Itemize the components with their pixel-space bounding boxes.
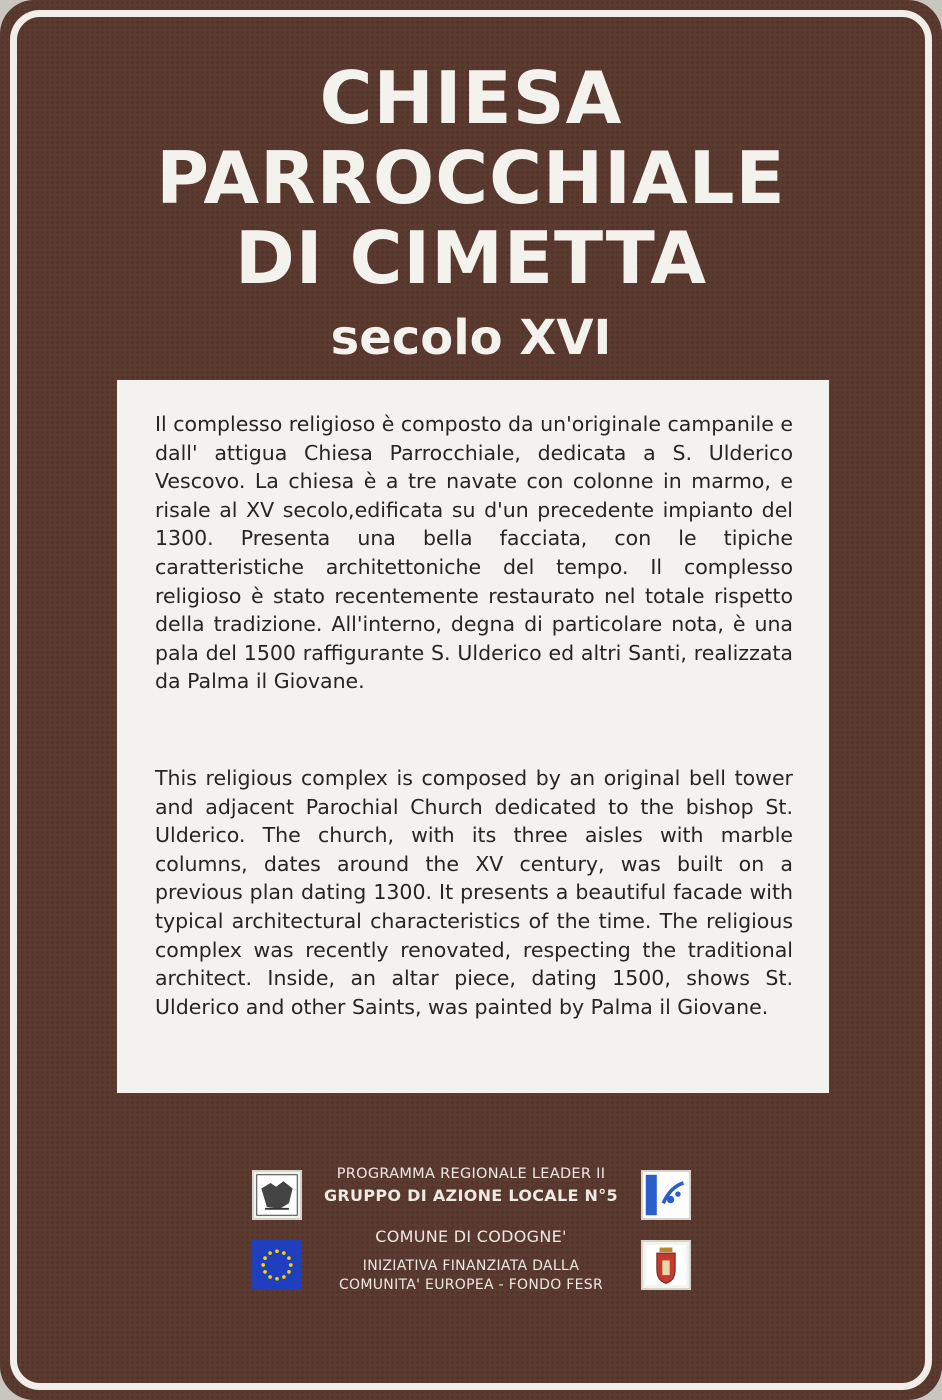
leader-ii-logo-icon xyxy=(641,1170,691,1220)
regione-veneto-logo-icon xyxy=(252,1170,302,1220)
sign-footer xyxy=(0,1165,942,1295)
footer-line-comunita: COMUNITA' EUROPEA - FONDO FESR xyxy=(338,1277,604,1293)
sign-subtitle: secolo XVI xyxy=(330,310,612,366)
title-line-2: PARROCCHIALE xyxy=(156,136,786,220)
footer-line-iniziativa: INIZIATIVA FINANZIATA DALLA xyxy=(362,1258,580,1274)
title-line-3: DI CIMETTA xyxy=(234,216,708,300)
footer-line-programma: PROGRAMMA REGIONALE LEADER II xyxy=(336,1166,606,1182)
eu-flag-icon xyxy=(252,1240,302,1290)
italian-paragraph: Il complesso religioso è composto da un'originale campanile e dall' attigua Chiesa Parrocchiale, dedicata a S. Ulderico Vescovo. La chiesa è a tre navate con colonne in marmo, e risale al XV secolo,edificata su d'un precedente impianto del 1300. Presenta una bella facciata, con le tipiche caratteristiche architettoniche del tempo. Il complesso religioso è stato recentemente restaurato nel totale rispetto della tradizione. All'interno, degna di particolare nota, è una pala del 1500 raffigurante S. Ulderico ed altri Santi, realizzata da Palma il Giovane. xyxy=(155,412,793,694)
footer-line-gruppo: GRUPPO DI AZIONE LOCALE N°5 xyxy=(324,1186,618,1205)
title-line-1: CHIESA xyxy=(319,56,623,140)
sign-title xyxy=(0,58,942,298)
codogne-coat-of-arms-icon xyxy=(641,1240,691,1290)
english-paragraph: This religious complex is composed by an original bell tower and adjacent Parochial Church dedicated to the bishop St. Ulderico. The church, with its three aisles with marble columns, dates around the XV century, was built on a previous plan dating 1300. It presents a beautiful facade with typical architectural characteristics of the time. The religious complex was recently renovated, respecting the traditional architect. Inside, an altar piece, dating 1500, shows St. Ulderico and other Saints, was painted by Palma il Giovane. xyxy=(155,765,793,1019)
text-panel xyxy=(117,380,829,1093)
footer-line-comune: COMUNE DI CODOGNE' xyxy=(375,1227,567,1246)
